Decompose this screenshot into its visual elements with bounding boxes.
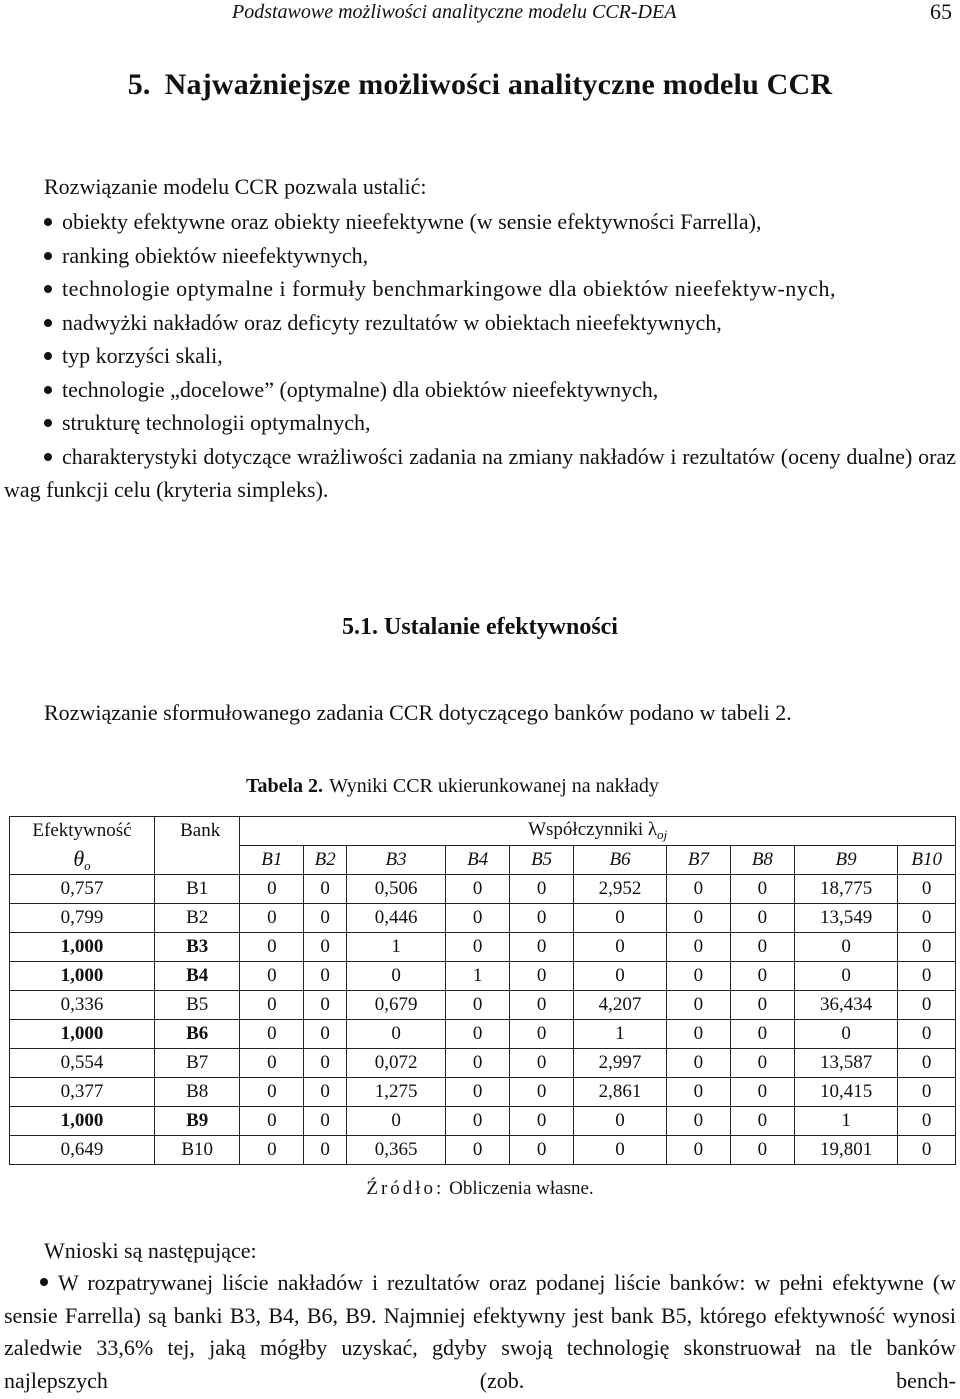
coefficient-cell: 0: [730, 875, 794, 904]
table-header-row: [10, 817, 956, 846]
coefficient-cell: 0: [510, 1107, 574, 1136]
coefficient-cell: 0: [510, 1049, 574, 1078]
running-header-title: Podstawowe możliwości analityczne modelu CCR-DEA: [232, 1, 677, 23]
bullet-icon: [40, 1278, 48, 1286]
coefficient-cell: 0: [446, 1020, 510, 1049]
coefficient-column-header: B9: [794, 846, 897, 875]
bank-cell: B8: [155, 1078, 240, 1107]
list-item-text: technologie optymalne i formuły benchmarkingowe dla obiektów nieefektyw-nych,: [62, 276, 837, 301]
bullet-icon: [44, 218, 52, 226]
coefficient-cell: 0: [240, 875, 304, 904]
table-row: [10, 875, 956, 904]
coefficient-cell: 0: [574, 933, 667, 962]
coefficient-cell: 0: [446, 933, 510, 962]
coefficient-cell: 0: [898, 1049, 956, 1078]
coefficients-header-text: Współczynniki λ: [528, 819, 658, 840]
coefficient-column-header: B1: [240, 846, 304, 875]
coefficient-cell: 0: [446, 904, 510, 933]
coefficient-cell: 0,506: [346, 875, 445, 904]
coefficient-cell: 0: [898, 933, 956, 962]
coefficient-cell: 18,775: [794, 875, 897, 904]
coefficient-cell: 0: [304, 1078, 347, 1107]
table-row: [10, 1136, 956, 1165]
section-title: 5.1. Ustalanie efektywności: [342, 614, 618, 640]
table-row: [10, 991, 956, 1020]
coefficient-cell: 0: [510, 875, 574, 904]
bank-cell: B9: [155, 1107, 240, 1136]
coefficient-cell: 2,952: [574, 875, 667, 904]
table-row: [10, 933, 956, 962]
list-item-text: obiekty efektywne oraz obiekty nieefektywne (w sensie efektywności Farrella),: [62, 209, 762, 234]
table-source: [0, 1178, 960, 1200]
coefficient-cell: 0: [446, 1078, 510, 1107]
coefficient-column-header: B5: [510, 846, 574, 875]
coefficient-cell: 0: [730, 933, 794, 962]
table-subheader-row: [10, 846, 956, 875]
coefficient-cell: 0: [730, 991, 794, 1020]
list-item: [4, 339, 956, 373]
coefficient-cell: 1: [794, 1107, 897, 1136]
conclusions-text: W rozpatrywanej liście nakładów i rezultatów oraz podanej liście banków: w pełni efektywne (w sensie Farrella) są banki B3, B4, B6, B9. Najmniej efektywny jest bank B5, którego efektywność wynosi zaledwie 33,6% tej, jaką mógłby uzyskać, gdyby swoją technologię skonstruował na tle banków najlepszych (zob. bench-: [4, 1270, 956, 1393]
coefficient-cell: 0: [346, 1020, 445, 1049]
coefficient-cell: 1,275: [346, 1078, 445, 1107]
efficiency-header: Efektywność: [10, 817, 155, 846]
coefficient-cell: 0: [898, 1078, 956, 1107]
coefficient-cell: 0: [898, 904, 956, 933]
coefficient-cell: 0: [304, 1136, 347, 1165]
theta-symbol: θ: [73, 845, 85, 871]
bank-header-blank: [155, 846, 240, 875]
coefficient-cell: 36,434: [794, 991, 897, 1020]
bank-cell: B2: [155, 904, 240, 933]
coefficient-cell: 0: [898, 1136, 956, 1165]
bank-cell: B3: [155, 933, 240, 962]
coefficient-cell: 0: [666, 1136, 730, 1165]
coefficient-column-header: B7: [666, 846, 730, 875]
list-item: [4, 239, 956, 273]
efficiency-cell: 1,000: [10, 1020, 155, 1049]
efficiency-cell: 1,000: [10, 933, 155, 962]
coefficient-cell: 1: [574, 1020, 667, 1049]
list-item-text: technologie „docelowe” (optymalne) dla obiektów nieefektywnych,: [62, 376, 659, 402]
list-item-text: strukturę technologii optymalnych,: [62, 410, 371, 435]
coefficient-cell: 0: [240, 904, 304, 933]
efficiency-cell: 0,336: [10, 991, 155, 1020]
bank-cell: B10: [155, 1136, 240, 1165]
coefficient-column-header: B10: [898, 846, 956, 875]
running-header: [0, 0, 960, 28]
coefficient-cell: 0: [898, 991, 956, 1020]
bullet-icon: [44, 352, 52, 360]
coefficient-cell: 0: [346, 962, 445, 991]
coefficient-cell: 0: [666, 933, 730, 962]
coefficient-cell: 0: [304, 933, 347, 962]
list-item: [4, 406, 956, 440]
coefficient-cell: 0: [574, 904, 667, 933]
coefficient-cell: 0: [898, 962, 956, 991]
coefficient-cell: 0: [510, 1136, 574, 1165]
coefficient-cell: 0: [898, 1107, 956, 1136]
bank-header: Bank: [155, 817, 240, 846]
coefficient-cell: 0: [240, 1136, 304, 1165]
list-item-text: nadwyżki nakładów oraz deficyty rezultatów w obiektach nieefektywnych,: [62, 309, 722, 335]
table-caption: [246, 773, 659, 799]
coefficient-cell: 0: [510, 904, 574, 933]
list-item-text: typ korzyści skali,: [62, 343, 223, 368]
coefficient-cell: 0: [666, 1049, 730, 1078]
coefficient-column-header: B3: [346, 846, 445, 875]
coefficient-cell: 0: [510, 991, 574, 1020]
coefficient-cell: 0: [446, 875, 510, 904]
page-number: 65: [930, 0, 952, 24]
coefficient-cell: 0: [666, 962, 730, 991]
coefficient-cell: 0: [446, 991, 510, 1020]
coefficient-cell: 0: [730, 1078, 794, 1107]
list-item: [4, 205, 956, 239]
coefficient-cell: 0: [794, 1020, 897, 1049]
source-label: Źródło:: [366, 1178, 445, 1199]
coefficient-cell: 0: [240, 1049, 304, 1078]
list-item: [4, 306, 956, 340]
intro-sentence: Rozwiązanie modelu CCR pozwala ustalić:: [44, 174, 427, 199]
coefficient-cell: 0: [666, 1020, 730, 1049]
list-item: [4, 272, 956, 306]
coefficient-cell: 0: [510, 1078, 574, 1107]
coefficient-cell: 0,072: [346, 1049, 445, 1078]
coefficient-cell: 0: [510, 933, 574, 962]
theta-subscript: o: [84, 857, 91, 873]
coefficient-cell: 0: [346, 1107, 445, 1136]
coefficient-cell: 0: [446, 1049, 510, 1078]
list-item: [4, 373, 956, 407]
bullet-icon: [44, 386, 52, 394]
coefficient-cell: 0: [666, 991, 730, 1020]
coefficient-cell: 0: [446, 1136, 510, 1165]
results-table: [9, 816, 956, 1165]
coefficient-cell: 0: [794, 962, 897, 991]
coefficients-header-subscript: oj: [657, 827, 668, 842]
coefficient-cell: 0: [304, 991, 347, 1020]
bullet-icon: [44, 285, 52, 293]
coefficient-cell: 0: [510, 1020, 574, 1049]
bank-cell: B1: [155, 875, 240, 904]
bank-cell: B7: [155, 1049, 240, 1078]
capabilities-list: [4, 205, 956, 507]
coefficient-cell: 0: [240, 1020, 304, 1049]
coefficient-cell: 2,861: [574, 1078, 667, 1107]
coefficient-cell: 0: [730, 1049, 794, 1078]
conclusions-paragraph: [4, 1267, 956, 1397]
coefficient-column-header: B2: [304, 846, 347, 875]
coefficient-cell: 19,801: [794, 1136, 897, 1165]
table-row: [10, 904, 956, 933]
coefficient-cell: 0: [304, 875, 347, 904]
coefficient-cell: 1: [346, 933, 445, 962]
table-row: [10, 1049, 956, 1078]
coefficient-cell: 1: [446, 962, 510, 991]
coefficient-cell: 0: [730, 962, 794, 991]
coefficient-cell: 0: [666, 1107, 730, 1136]
efficiency-cell: 0,377: [10, 1078, 155, 1107]
efficiency-cell: 0,554: [10, 1049, 155, 1078]
chapter-title: [0, 68, 960, 102]
coefficient-cell: 0: [794, 933, 897, 962]
coefficient-cell: 0: [240, 962, 304, 991]
bullet-icon: [44, 453, 52, 461]
coefficient-cell: 0: [574, 1107, 667, 1136]
coefficient-cell: 10,415: [794, 1078, 897, 1107]
coefficient-column-header: B4: [446, 846, 510, 875]
efficiency-cell: 1,000: [10, 1107, 155, 1136]
table-row: [10, 962, 956, 991]
coefficient-cell: 0: [666, 904, 730, 933]
coefficient-cell: 0: [240, 991, 304, 1020]
coefficient-cell: 0: [304, 1107, 347, 1136]
efficiency-cell: 1,000: [10, 962, 155, 991]
chapter-title-text: Najważniejsze możliwości analityczne modelu CCR: [164, 68, 833, 101]
coefficient-cell: 0: [304, 904, 347, 933]
coefficient-cell: 0,365: [346, 1136, 445, 1165]
table-caption-label: Tabela 2.: [246, 775, 324, 797]
coefficient-cell: 0: [730, 1020, 794, 1049]
coefficient-cell: 13,549: [794, 904, 897, 933]
list-item-text: ranking obiektów nieefektywnych,: [62, 242, 369, 268]
coefficient-cell: 0: [730, 1107, 794, 1136]
table-row: [10, 1107, 956, 1136]
coefficient-cell: 0: [446, 1107, 510, 1136]
coefficient-cell: 2,997: [574, 1049, 667, 1078]
coefficient-cell: 0: [730, 904, 794, 933]
coefficient-cell: 0: [240, 1107, 304, 1136]
efficiency-cell: 0,799: [10, 904, 155, 933]
theta-header: [10, 846, 155, 875]
efficiency-cell: 0,757: [10, 875, 155, 904]
coefficient-cell: 0: [666, 875, 730, 904]
coefficient-cell: 0,446: [346, 904, 445, 933]
coefficient-cell: 0: [304, 1020, 347, 1049]
coefficient-cell: 0: [304, 1049, 347, 1078]
table-caption-text: Wyniki CCR ukierunkowanej na nakłady: [329, 775, 659, 797]
coefficient-cell: 0: [666, 1078, 730, 1107]
bank-cell: B5: [155, 991, 240, 1020]
bank-cell: B6: [155, 1020, 240, 1049]
coefficient-column-header: B6: [574, 846, 667, 875]
coefficient-cell: 0: [304, 962, 347, 991]
coefficient-cell: 0: [898, 1020, 956, 1049]
bullet-icon: [44, 419, 52, 427]
coefficient-cell: 0: [510, 962, 574, 991]
section-paragraph: Rozwiązanie sformułowanego zadania CCR dotyczącego banków podano w tabeli 2.: [44, 700, 792, 725]
list-item: [4, 440, 956, 507]
coefficient-cell: 0: [240, 1078, 304, 1107]
coefficient-cell: 13,587: [794, 1049, 897, 1078]
source-text: Obliczenia własne.: [449, 1178, 594, 1199]
table-row: [10, 1020, 956, 1049]
chapter-number: 5.: [127, 68, 151, 101]
coefficient-cell: 0: [574, 962, 667, 991]
table-row: [10, 1078, 956, 1107]
efficiency-cell: 0,649: [10, 1136, 155, 1165]
coefficient-cell: 0: [240, 933, 304, 962]
coefficients-header: [240, 817, 956, 846]
bullet-icon: [44, 319, 52, 327]
bullet-icon: [44, 252, 52, 260]
list-item-text: charakterystyki dotyczące wrażliwości zadania na zmiany nakładów i rezultatów (oceny dualne) oraz wag funkcji celu (kryteria simpleks).: [4, 443, 956, 502]
coefficient-cell: 0,679: [346, 991, 445, 1020]
coefficient-cell: 0: [898, 875, 956, 904]
coefficient-cell: 4,207: [574, 991, 667, 1020]
coefficient-cell: 0: [730, 1136, 794, 1165]
bank-cell: B4: [155, 962, 240, 991]
coefficient-column-header: B8: [730, 846, 794, 875]
coefficient-cell: 0: [574, 1136, 667, 1165]
conclusions-intro: Wnioski są następujące:: [44, 1238, 257, 1263]
